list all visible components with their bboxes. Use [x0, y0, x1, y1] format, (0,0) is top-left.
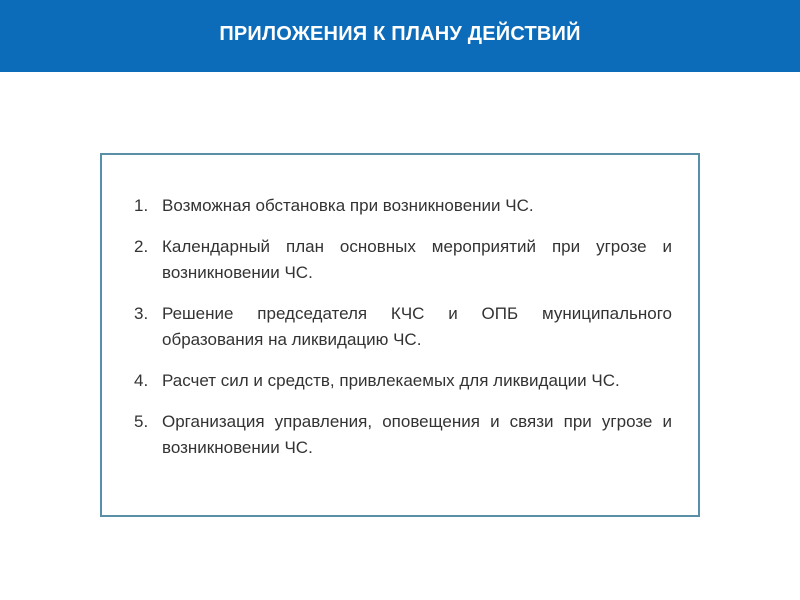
list-item-text: Организация управления, оповещения и связи при угрозе и возникновении ЧС. [162, 412, 672, 457]
list-item-text: Календарный план основных мероприятий при угрозе и возникновении ЧС. [162, 237, 672, 282]
list-item [134, 409, 672, 461]
list-item [134, 368, 672, 394]
list-item-number: 3. [134, 304, 149, 323]
list-item [134, 301, 672, 353]
list-item-text: Решение председателя КЧС и ОПБ муниципального образования на ликвидацию ЧС. [162, 304, 672, 349]
header-bar [0, 0, 800, 72]
list-item-text: Расчет сил и средств, привлекаемых для ликвидации ЧС. [162, 371, 620, 390]
list-item-number: 4. [134, 371, 149, 390]
list-item-text: Возможная обстановка при возникновении ЧС. [162, 196, 534, 215]
page-title: ПРИЛОЖЕНИЯ К ПЛАНУ ДЕЙСТВИЙ [219, 22, 581, 45]
content-box [100, 153, 700, 517]
list-item-number: 2. [134, 237, 149, 256]
list-item-number: 5. [134, 412, 149, 431]
appendix-list [134, 193, 672, 476]
list-item-number: 1. [134, 196, 149, 215]
list-item [134, 234, 672, 286]
list-item [134, 193, 672, 219]
